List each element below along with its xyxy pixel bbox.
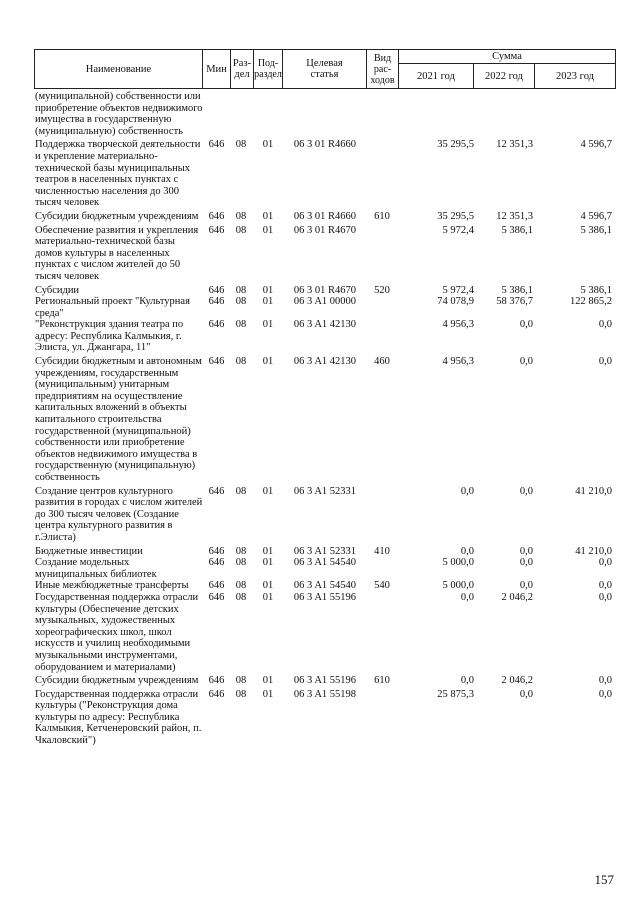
row-min: 646 bbox=[208, 545, 225, 557]
row-podrazdel: 01 bbox=[262, 296, 274, 308]
row-razdel: 08 bbox=[235, 284, 247, 296]
header-name: Наименование bbox=[35, 50, 203, 89]
row-celevaya-statya: 06 3 01 R4670 bbox=[293, 284, 357, 296]
row-razdel: 08 bbox=[235, 319, 247, 331]
header-2021: 2021 год bbox=[399, 64, 474, 89]
row-name: Обеспечение развития и укрепления материально-технической базы домов культуры в населенных пунктах с числом жителей до 50 тысяч человек bbox=[35, 224, 199, 282]
table-row bbox=[0, 356, 640, 484]
table-row bbox=[0, 580, 640, 592]
row-celevaya-statya: 06 3 A1 55198 bbox=[293, 688, 357, 700]
row-sum-2023: 4 596,7 bbox=[580, 210, 612, 222]
row-podrazdel: 01 bbox=[262, 557, 274, 569]
row-sum-2022: 5 386,1 bbox=[501, 284, 533, 296]
row-vid-rashodov: 610 bbox=[374, 210, 390, 222]
row-razdel: 08 bbox=[235, 545, 247, 557]
row-min: 646 bbox=[208, 356, 225, 368]
row-vid-rashodov: 610 bbox=[374, 675, 390, 687]
row-celevaya-statya: 06 3 A1 00000 bbox=[293, 296, 357, 308]
header-2022: 2022 год bbox=[474, 64, 535, 89]
row-sum-2021: 25 875,3 bbox=[437, 688, 474, 700]
row-sum-2022: 5 386,1 bbox=[501, 224, 533, 236]
row-vid-rashodov: 520 bbox=[374, 284, 390, 296]
row-celevaya-statya: 06 3 A1 54540 bbox=[293, 580, 357, 592]
row-celevaya-statya: 06 3 A1 55196 bbox=[293, 591, 357, 603]
row-name: Бюджетные инвестиции bbox=[35, 545, 143, 557]
table-row bbox=[0, 139, 640, 209]
row-sum-2022: 0,0 bbox=[519, 485, 533, 497]
table-body bbox=[0, 91, 640, 749]
table-row bbox=[0, 211, 640, 223]
row-podrazdel: 01 bbox=[262, 319, 274, 331]
row-sum-2022: 58 376,7 bbox=[496, 296, 533, 308]
table-row bbox=[0, 91, 640, 137]
header-min: Мин bbox=[203, 50, 231, 89]
row-podrazdel: 01 bbox=[262, 485, 274, 497]
row-sum-2022: 0,0 bbox=[519, 557, 533, 569]
row-min: 646 bbox=[208, 675, 225, 687]
row-name: Создание центров культурного развития в городах с числом жителей до 300 тысяч человек (Создание центра культурного развития в г.Элиста) bbox=[35, 485, 203, 543]
row-razdel: 08 bbox=[235, 580, 247, 592]
row-sum-2023: 122 865,2 bbox=[570, 296, 612, 308]
row-razdel: 08 bbox=[235, 210, 247, 222]
row-min: 646 bbox=[208, 319, 225, 331]
row-sum-2023: 41 210,0 bbox=[575, 485, 612, 497]
row-sum-2023: 0,0 bbox=[598, 580, 612, 592]
row-sum-2022: 2 046,2 bbox=[501, 591, 533, 603]
row-sum-2022: 0,0 bbox=[519, 319, 533, 331]
row-min: 646 bbox=[208, 224, 225, 236]
row-podrazdel: 01 bbox=[262, 591, 274, 603]
row-sum-2021: 5 972,4 bbox=[442, 224, 474, 236]
row-podrazdel: 01 bbox=[262, 580, 274, 592]
row-podrazdel: 01 bbox=[262, 210, 274, 222]
row-name: Государственная поддержка отрасли культуры ("Реконструкция дома культуры по адресу: Республика Калмыкия, Кетченеровский район, п. Чкаловский") bbox=[35, 688, 202, 747]
table-row bbox=[0, 225, 640, 283]
row-razdel: 08 bbox=[235, 356, 247, 368]
row-razdel: 08 bbox=[235, 557, 247, 569]
row-sum-2021: 4 956,3 bbox=[442, 319, 474, 331]
row-sum-2021: 0,0 bbox=[460, 545, 474, 557]
row-sum-2021: 5 000,0 bbox=[442, 557, 474, 569]
row-name: Государственная поддержка отрасли культуры (Обеспечение детских музыкальных, художественных хореографических школ, школ искусств и училищ необходимыми музыкальными инструментами, оборудованием и материалами) bbox=[35, 591, 199, 673]
row-sum-2021: 0,0 bbox=[460, 485, 474, 497]
row-sum-2023: 0,0 bbox=[598, 591, 612, 603]
row-name: Субсидии бюджетным и автономным учреждениям, государственным (муниципальным) унитарным предприятиям на осуществление капитальных вложений в объекты капитального строительства государственной (муниципальной) собственности или приобретение объектов недвижимого имущества в государственную (муниципальную) собственность bbox=[35, 356, 202, 483]
row-min: 646 bbox=[208, 688, 225, 700]
row-vid-rashodov: 460 bbox=[374, 356, 390, 368]
row-podrazdel: 01 bbox=[262, 284, 274, 296]
row-razdel: 08 bbox=[235, 688, 247, 700]
row-sum-2021: 0,0 bbox=[460, 591, 474, 603]
row-celevaya-statya: 06 3 A1 42130 bbox=[293, 319, 357, 331]
row-sum-2023: 0,0 bbox=[598, 356, 612, 368]
row-name: Создание модельных муниципальных библиотек bbox=[35, 557, 157, 580]
row-sum-2023: 41 210,0 bbox=[575, 545, 612, 557]
row-razdel: 08 bbox=[235, 296, 247, 308]
row-razdel: 08 bbox=[235, 139, 247, 151]
row-podrazdel: 01 bbox=[262, 224, 274, 236]
row-vid-rashodov: 410 bbox=[374, 545, 390, 557]
row-min: 646 bbox=[208, 485, 225, 497]
row-min: 646 bbox=[208, 296, 225, 308]
row-sum-2023: 0,0 bbox=[598, 688, 612, 700]
page-number: 157 bbox=[594, 872, 614, 887]
row-name: Иные межбюджетные трансферты bbox=[35, 580, 189, 592]
row-sum-2022: 12 351,3 bbox=[496, 210, 533, 222]
table-row bbox=[0, 557, 640, 580]
table-row bbox=[0, 592, 640, 673]
row-sum-2021: 0,0 bbox=[460, 675, 474, 687]
row-celevaya-statya: 06 3 A1 55196 bbox=[293, 675, 357, 687]
row-min: 646 bbox=[208, 580, 225, 592]
row-name: Региональный проект "Культурная среда" bbox=[35, 296, 190, 319]
row-min: 646 bbox=[208, 210, 225, 222]
row-sum-2021: 35 295,5 bbox=[437, 210, 474, 222]
row-podrazdel: 01 bbox=[262, 675, 274, 687]
header-vid: Вид рас- ходов bbox=[367, 50, 399, 89]
row-razdel: 08 bbox=[235, 675, 247, 687]
row-sum-2023: 0,0 bbox=[598, 319, 612, 331]
row-razdel: 08 bbox=[235, 224, 247, 236]
table-row bbox=[0, 675, 640, 687]
row-sum-2023: 0,0 bbox=[598, 675, 612, 687]
row-razdel: 08 bbox=[235, 485, 247, 497]
row-celevaya-statya: 06 3 01 R4660 bbox=[293, 139, 357, 151]
table-row bbox=[0, 689, 640, 747]
row-sum-2021: 35 295,5 bbox=[437, 139, 474, 151]
row-sum-2021: 74 078,9 bbox=[437, 296, 474, 308]
row-podrazdel: 01 bbox=[262, 688, 274, 700]
row-min: 646 bbox=[208, 557, 225, 569]
row-podrazdel: 01 bbox=[262, 139, 274, 151]
row-celevaya-statya: 06 3 A1 42130 bbox=[293, 356, 357, 368]
row-podrazdel: 01 bbox=[262, 545, 274, 557]
row-sum-2023: 5 386,1 bbox=[580, 284, 612, 296]
row-name: Субсидии бюджетным учреждениям bbox=[35, 675, 199, 687]
row-vid-rashodov: 540 bbox=[374, 580, 390, 592]
table-row bbox=[0, 296, 640, 319]
header-celevaya: Целевая статья bbox=[283, 50, 367, 89]
row-sum-2021: 4 956,3 bbox=[442, 356, 474, 368]
row-sum-2023: 0,0 bbox=[598, 557, 612, 569]
header-2023: 2023 год bbox=[535, 64, 616, 89]
row-name: "Реконструкция здания театра по адресу: Республика Калмыкия, г. Элиста, ул. Джангара, 11" bbox=[35, 319, 184, 354]
row-sum-2022: 0,0 bbox=[519, 356, 533, 368]
table-row bbox=[0, 546, 640, 558]
row-podrazdel: 01 bbox=[262, 356, 274, 368]
row-sum-2021: 5 000,0 bbox=[442, 580, 474, 592]
row-sum-2022: 0,0 bbox=[519, 688, 533, 700]
table-row bbox=[0, 285, 640, 297]
table-header bbox=[34, 49, 616, 89]
row-min: 646 bbox=[208, 591, 225, 603]
row-sum-2022: 0,0 bbox=[519, 580, 533, 592]
row-celevaya-statya: 06 3 01 R4660 bbox=[293, 210, 357, 222]
row-sum-2022: 12 351,3 bbox=[496, 139, 533, 151]
row-razdel: 08 bbox=[235, 591, 247, 603]
row-celevaya-statya: 06 3 A1 52331 bbox=[293, 485, 357, 497]
row-min: 646 bbox=[208, 284, 225, 296]
row-min: 646 bbox=[208, 139, 225, 151]
table-row bbox=[0, 486, 640, 544]
header-razdel: Раз- дел bbox=[231, 50, 254, 89]
row-celevaya-statya: 06 3 01 R4670 bbox=[293, 224, 357, 236]
row-celevaya-statya: 06 3 A1 54540 bbox=[293, 557, 357, 569]
row-sum-2022: 0,0 bbox=[519, 545, 533, 557]
table-row bbox=[0, 319, 640, 354]
header-podrazdel: Под- раздел bbox=[254, 50, 283, 89]
row-sum-2022: 2 046,2 bbox=[501, 675, 533, 687]
row-name: Субсидии bbox=[35, 284, 80, 296]
header-summa: Сумма bbox=[399, 50, 616, 64]
row-celevaya-statya: 06 3 A1 52331 bbox=[293, 545, 357, 557]
row-sum-2023: 4 596,7 bbox=[580, 139, 612, 151]
row-sum-2023: 5 386,1 bbox=[580, 224, 612, 236]
row-name: Субсидии бюджетным учреждениям bbox=[35, 210, 199, 222]
row-sum-2021: 5 972,4 bbox=[442, 284, 474, 296]
row-name: Поддержка творческой деятельности и укрепление материально-технической базы муниципальных театров в населенных пунктах с численностью населения до 300 тысяч человек bbox=[35, 139, 201, 209]
row-name: (муниципальной) собственности или приобретение объектов недвижимого имущества в государственную (муниципальную) собственность bbox=[35, 91, 203, 137]
